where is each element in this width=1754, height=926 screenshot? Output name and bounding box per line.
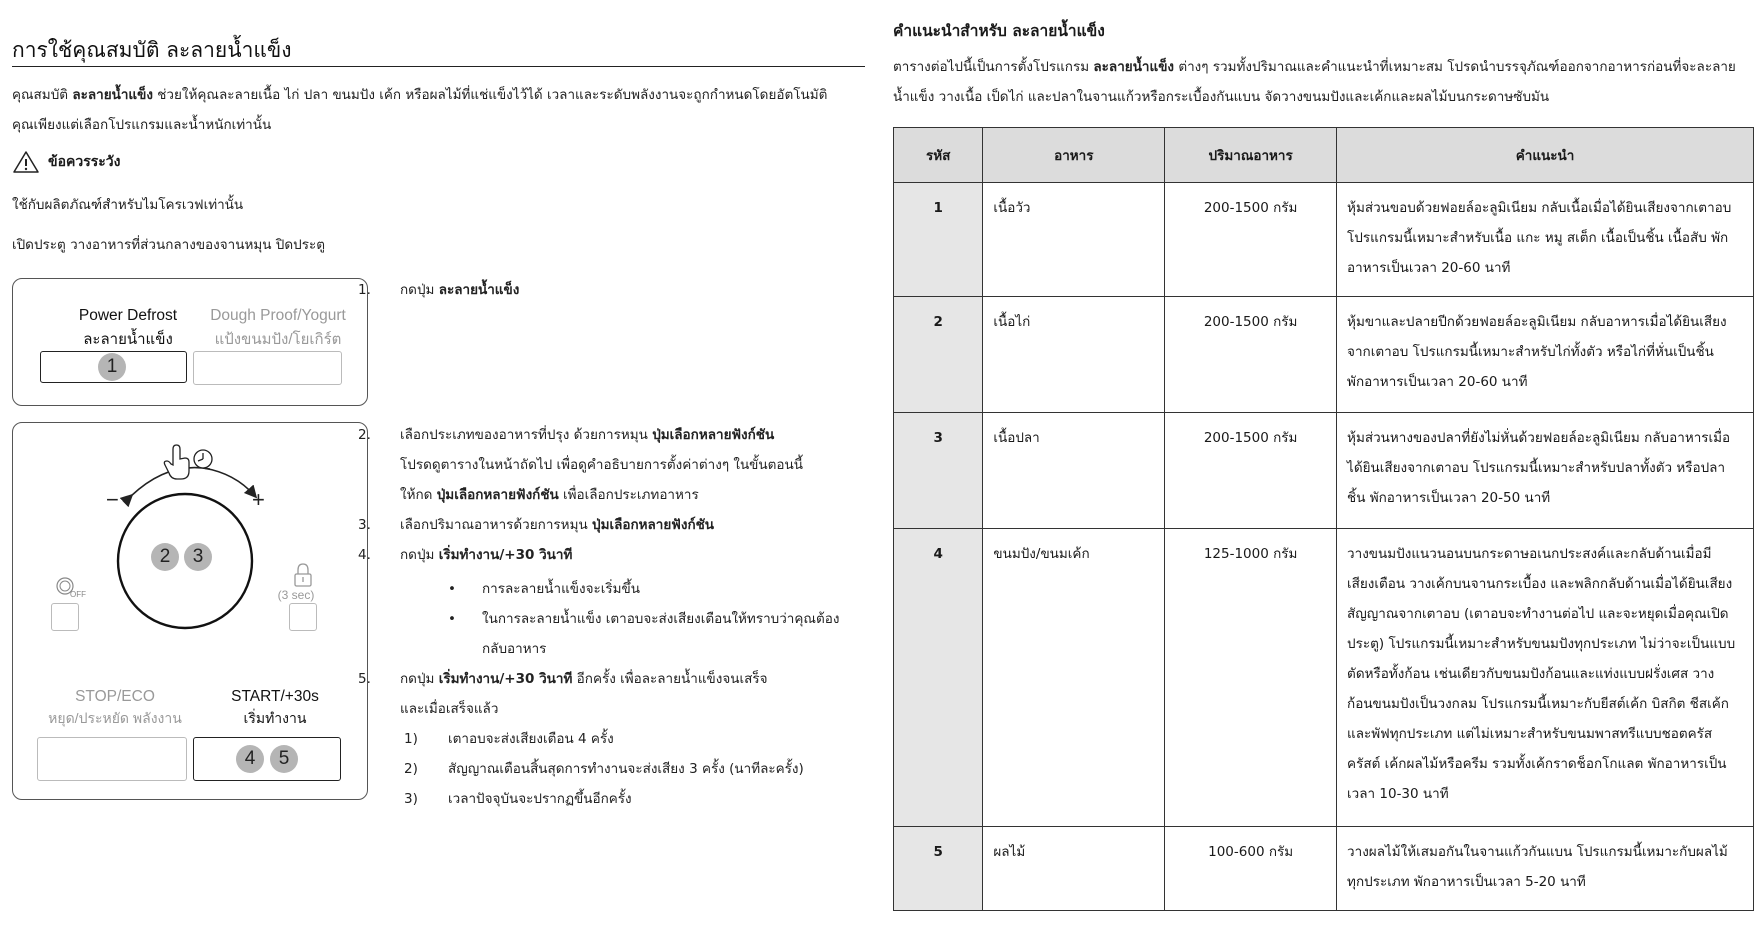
step-5-line-2: และเมื่อเสร็จแล้ว [400, 701, 499, 717]
increase-symbol: + [252, 487, 265, 512]
instruction-line: และพัฟทุกประเภท แต่ไม่เหมาะสำหรับขนมพาสทรีแบบชอตครัส [1347, 726, 1713, 742]
table-row [894, 297, 1754, 413]
power-defrost-label-th: ละลายน้ำแข็ง [83, 331, 173, 348]
header-food: อาหาร [983, 128, 1165, 183]
step-5-item-1: เตาอบจะส่งเสียงเตือน 4 ครั้ง [448, 731, 614, 747]
table-row [894, 183, 1754, 297]
stop-eco-button[interactable] [37, 737, 187, 781]
instruction-line: วางขนมปังแนวนอนบนกระดาษอเนกประสงค์และกลับด้านเมื่อมี [1347, 546, 1712, 562]
instruction-line: หุ้มขาและปลายปีกด้วยฟอยล์อะลูมิเนียม กลับอาหารเมื่อได้ยินเสียง [1347, 314, 1727, 330]
instruction-line: โปรแกรมนี้เหมาะสำหรับเนื้อ แกะ หมู สเต็ก เนื้อเป็นชิ้น เนื้อสับ พัก [1347, 230, 1729, 246]
cell-instructions [1337, 183, 1754, 297]
step-5: 5. กดปุ่ม เริ่มทำงาน/+30 วินาที อีกครั้ง เพื่อละลายน้ำแข็งจนเสร็จ [358, 671, 768, 687]
caution-label: ข้อควรระวัง [48, 154, 121, 170]
defrost-panel [12, 278, 368, 406]
cell-quantity: 100-600 กรัม [1165, 827, 1337, 911]
cell-code: 3 [894, 413, 983, 529]
bullet-icon: • [448, 611, 456, 627]
warning-icon [12, 150, 40, 174]
cell-code: 2 [894, 297, 983, 413]
dough-proof-label-th: แป้งขนมปัง/โยเกิร์ต [214, 331, 342, 348]
step-1: 1. กดปุ่ม ละลายน้ำแข็ง [358, 282, 520, 298]
instruction-line: อาหารเป็นเวลา 20-60 นาที [1347, 260, 1511, 276]
child-lock-label: (3 sec) [277, 588, 315, 602]
table-row [894, 827, 1754, 911]
clock-icon [194, 450, 212, 468]
step-5-item-2: สัญญาณเตือนสิ้นสุดการทำงานจะส่งเสียง 3 ครั้ง (นาทีละครั้ง) [448, 761, 804, 777]
page-title: การใช้คุณสมบัติ ละลายน้ำแข็ง [12, 38, 292, 62]
caution-heading [12, 150, 120, 174]
caution-text: ใช้กับผลิตภัณฑ์สำหรับไมโครเวฟเท่านั้น [12, 197, 244, 213]
instruction-line: สัญญาณจากเตาอบ (เตาอบจะทำงานต่อไป และจะหยุดเมื่อคุณเปิด [1347, 606, 1729, 622]
cell-code: 1 [894, 183, 983, 297]
dough-proof-button[interactable] [193, 351, 342, 385]
stop-eco-label-en: STOP/ECO [75, 688, 155, 705]
hand-press-icon [164, 445, 189, 479]
cell-quantity: 200-1500 กรัม [1165, 297, 1337, 413]
cell-food: เนื้อวัว [983, 183, 1165, 297]
cell-code: 5 [894, 827, 983, 911]
step-4-bullet-2: ในการละลายน้ำแข็ง เตาอบจะส่งเสียงเตือนให้ทราบว่าคุณต้อง กลับอาหาร [482, 611, 840, 657]
instruction-line: จากเตาอบ โปรแกรมนี้เหมาะสำหรับไก่ทั้งตัว หรือไก่ที่หั่นเป็นชิ้น [1347, 344, 1714, 360]
table-header-row [894, 128, 1754, 183]
cell-food: เนื้อไก่ [983, 297, 1165, 413]
instruction-line: พักอาหารเป็นเวลา 20-60 นาที [1347, 374, 1528, 390]
step-5-item-3: เวลาปัจจุบันจะปรากฏขึ้นอีกครั้ง [448, 791, 632, 807]
cell-quantity: 200-1500 กรัม [1165, 413, 1337, 529]
instruction-line: ได้ยินเสียงจากเตาอบ โปรแกรมนี้เหมาะสำหรับปลาทั้งตัว หรือปลา [1347, 460, 1726, 476]
child-lock-icon [295, 564, 311, 586]
list-number: 2) [404, 761, 418, 777]
header-quantity: ปริมาณอาหาร [1165, 128, 1337, 183]
table-row [894, 413, 1754, 529]
cell-instructions [1337, 297, 1754, 413]
power-defrost-button[interactable] [40, 351, 187, 383]
step-2: 2. เลือกประเภทของอาหารที่ปรุง ด้วยการหมุน ปุ่มเลือกหลายฟังก์ชัน โปรดดูตารางในหน้าถัดไป เพื่อดูคำอธิบายการตั้งค่าต่างๆ ในขั้นตอนนี้ ให้กด ปุ่มเลือกหลายฟังก์ชัน เพื่อเลือกประเภทอาหาร [358, 427, 803, 503]
title-rule [12, 66, 865, 67]
cell-food: ผลไม้ [983, 827, 1165, 911]
stop-eco-label-th: หยุด/ประหยัด พลังงาน [48, 710, 182, 726]
cell-instructions [1337, 529, 1754, 827]
cell-code: 4 [894, 529, 983, 827]
start-button[interactable] [193, 737, 341, 781]
step-4: 4. กดปุ่ม เริ่มทำงาน/+30 วินาที [358, 547, 573, 563]
eco-off-label: OFF [70, 590, 86, 599]
list-number: 1) [404, 731, 418, 747]
instruction-line: หุ้มส่วนหางของปลาที่ยังไม่หั่นด้วยฟอยล์อะลูมิเนียม กลับอาหารเมื่อ [1347, 430, 1731, 446]
list-number: 3) [404, 791, 418, 807]
instruction-line: หุ้มส่วนขอบด้วยฟอยล์อะลูมิเนียม กลับเนื้อเมื่อได้ยินเสียงจากเตาอบ [1347, 200, 1732, 216]
instruction-line: ครัสต์ เค้กผลไม้หรือครีม รวมทั้งเค้กราดช็อกโกแลต พักอาหารเป็น [1347, 756, 1727, 772]
start-label-th: เริ่มทำงาน [243, 710, 307, 726]
defrost-guide-table [893, 127, 1754, 911]
header-code: รหัส [894, 128, 983, 183]
header-instructions: คำแนะนำ [1337, 128, 1754, 183]
bullet-icon: • [448, 581, 456, 597]
step-badge: 1 [98, 353, 126, 381]
intro-paragraph [12, 80, 872, 140]
intro-line-1: คุณสมบัติ ละลายน้ำแข็ง ช่วยให้คุณละลายเนื้อ ไก่ ปลา ขนมปัง เค้ก หรือผลไม้ที่แช่แข็งไว้ได้ เวลาและระดับพลังงานจะถูกกำหนดโดยอัตโนมัติ [12, 87, 828, 103]
intro-line-2: คุณเพียงแต่เลือกโปรแกรมและน้ำหนักเท่านั้น [12, 117, 272, 133]
start-label-en: START/+30s [231, 688, 319, 705]
defrost-guide-intro: ตารางต่อไปนี้เป็นการตั้งโปรแกรม ละลายน้ำแข็ง ต่างๆ รวมทั้งปริมาณและคำแนะนำที่เหมาะสม โปรดนำบรรจุภัณฑ์ออกจากอาหารก่อนที่จะละลาย น้ำแข็ง วางเนื้อ เป็ดไก่ และปลาในจานแก้วหรือกระเบื้องกันแบน จัดวางขนมปังและเค้กและผลไม้บนกระดาษซับมัน [893, 59, 1736, 105]
instruction-line: ตัดหรือทั้งก้อน เช่นเดียวกับขนมปังก้อนและแท่งแบบฝรั่งเศส วาง [1347, 666, 1715, 682]
instruction-line: ทุกประเภท พักอาหารเป็นเวลา 5-20 นาที [1347, 874, 1586, 890]
eco-off-button[interactable] [51, 603, 79, 631]
dial-panel [12, 422, 368, 800]
cell-food: ขนมปัง/ขนมเค้ก [983, 529, 1165, 827]
child-lock-button[interactable] [289, 603, 317, 631]
cell-instructions [1337, 827, 1754, 911]
dough-proof-label-en: Dough Proof/Yogurt [210, 307, 346, 324]
power-defrost-label-en: Power Defrost [78, 307, 178, 324]
decrease-symbol: − [106, 487, 119, 512]
cell-instructions [1337, 413, 1754, 529]
step-3: 3. เลือกปริมาณอาหารด้วยการหมุน ปุ่มเลือกหลายฟังก์ชัน [358, 517, 715, 533]
cell-food: เนื้อปลา [983, 413, 1165, 529]
instruction-line: ชิ้น พักอาหารเป็นเวลา 20-50 นาที [1347, 490, 1551, 506]
defrost-guide-title: คำแนะนำสำหรับ ละลายน้ำแข็ง [893, 22, 1105, 40]
step-4-bullet-1: การละลายน้ำแข็งจะเริ่มขึ้น [482, 581, 641, 597]
instruction-line: เวลา 10-30 นาที [1347, 786, 1449, 802]
instruction-line: ประตู) โปรแกรมนี้เหมาะสำหรับขนมปังทุกประเภท ไม่ว่าจะเป็นแบบ [1347, 636, 1736, 652]
cell-quantity: 200-1500 กรัม [1165, 183, 1337, 297]
instruction-line: ก้อนขนมปังเป็นวงกลม โปรแกรมนี้เหมาะกับยีสต์เค้ก บิสกิต ชีสเค้ก [1347, 696, 1729, 712]
step-badge: 4 [236, 745, 264, 773]
table-row [894, 529, 1754, 827]
instruction-line: วางผลไม้ให้เสมอกันในจานแก้วกันแบน โปรแกรมนี้เหมาะกับผลไม้ [1347, 844, 1728, 860]
step-badge: 5 [270, 745, 298, 773]
cell-quantity: 125-1000 กรัม [1165, 529, 1337, 827]
instruction-line: เสียงเตือน วางเค้กบนจานกระเบื้อง และพลิกกลับด้านเมื่อได้ยินเสียง [1347, 576, 1733, 592]
open-door-text: เปิดประตู วางอาหารที่ส่วนกลางของจานหมุน ปิดประตู [12, 237, 325, 253]
step-badge: 3 [184, 543, 212, 571]
step-badge: 2 [151, 543, 179, 571]
